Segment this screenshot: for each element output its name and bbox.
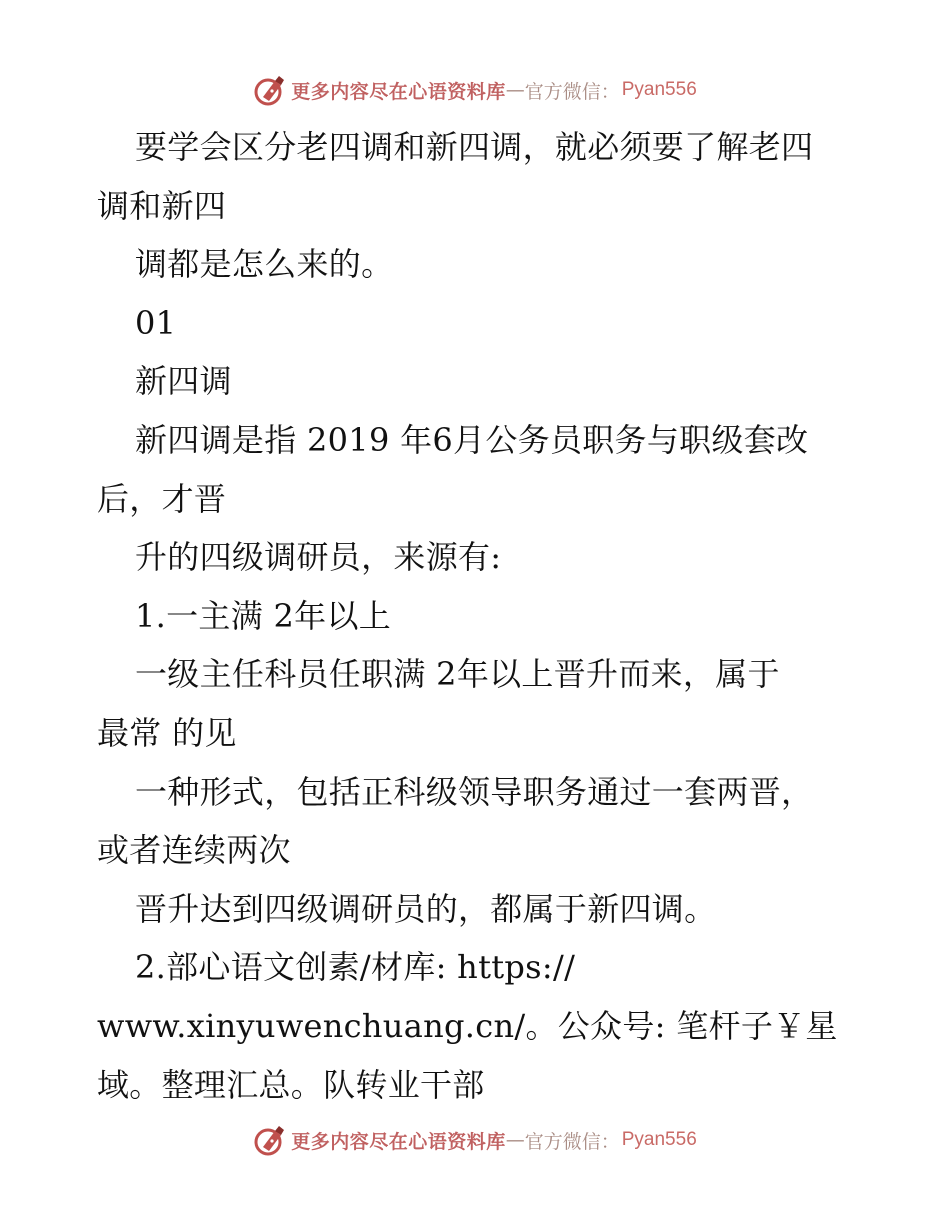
footer-banner bbox=[0, 1120, 950, 1160]
body-line: 域。整理汇总。队转业干部 bbox=[97, 1065, 485, 1104]
official-wechat-label: 官方微信： bbox=[524, 80, 620, 103]
body-line: 最常 的见 bbox=[97, 713, 237, 752]
body-line: 要学会区分老四调和新四调，就必须要了解老四 bbox=[135, 128, 814, 166]
banner-text: 更多内容尽在心语资料库 bbox=[291, 80, 506, 103]
pen-nib-logo-icon bbox=[253, 73, 287, 107]
body-line: 新四调是指 2019 年6月公务员职务与职级套改 bbox=[135, 420, 809, 459]
body-line: 调和新四 bbox=[97, 186, 227, 225]
list-item-heading: 2.部心语文创素/材库: https:// bbox=[135, 948, 576, 987]
section-heading: 新四调 bbox=[135, 362, 232, 401]
body-line: 一种形式，包括正科级领导职务通过一套两晋， bbox=[135, 772, 814, 811]
wechat-id: Pyan556 bbox=[621, 79, 697, 100]
document-body bbox=[97, 118, 867, 1114]
body-line: 晋升达到四级调研员的，都属于新四调。 bbox=[135, 889, 717, 928]
header-banner bbox=[0, 70, 950, 110]
official-wechat-label: 官方微信： bbox=[524, 1130, 620, 1153]
banner-dash: — bbox=[505, 1129, 525, 1151]
body-line: 或者连续两次 bbox=[97, 831, 291, 870]
body-line: www.xinyuwenchuang.cn/。公众号: 笔杆子￥星 bbox=[97, 1006, 838, 1045]
list-item-heading: 1.一主满 2年以上 bbox=[135, 596, 392, 635]
body-line: 升的四级调研员，来源有: bbox=[135, 538, 502, 577]
section-number: 01 bbox=[135, 303, 177, 342]
banner-dash: — bbox=[505, 79, 525, 101]
pen-nib-logo-icon bbox=[253, 1123, 287, 1157]
body-line: 后，才晋 bbox=[97, 479, 227, 518]
banner-text: 更多内容尽在心语资料库 bbox=[291, 1130, 506, 1153]
body-line: 调都是怎么来的。 bbox=[135, 245, 394, 284]
wechat-id: Pyan556 bbox=[621, 1129, 697, 1150]
body-line: 一级主任科员任职满 2年以上晋升而来，属于 bbox=[135, 655, 780, 694]
